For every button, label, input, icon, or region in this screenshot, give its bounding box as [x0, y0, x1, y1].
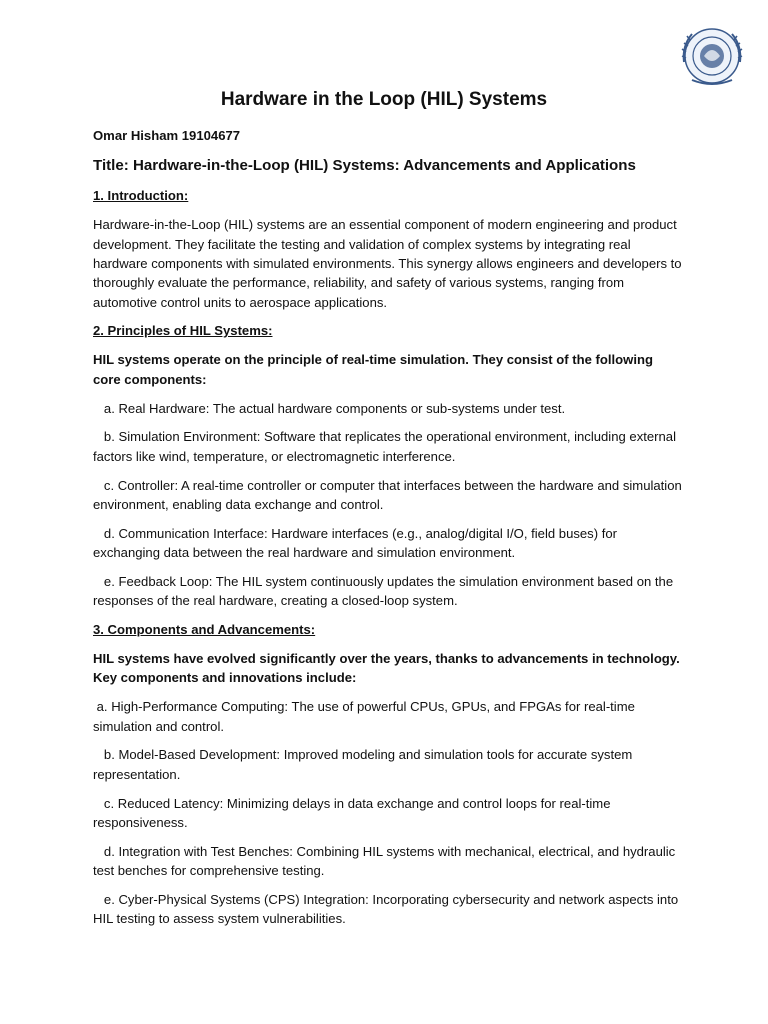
principles-item-b: b. Simulation Environment: Software that replicates the operational environment, including external factors like wind, temperature, or electromagnetic interference. [93, 429, 680, 464]
components-item-b: b. Model-Based Development: Improved modeling and simulation tools for accurate system representation. [93, 747, 636, 782]
section-heading-components: 3. Components and Advancements: [93, 622, 316, 638]
section-heading-principles: 2. Principles of HIL Systems: [93, 323, 273, 339]
principles-item-c: c. Controller: A real-time controller or computer that interfaces between the hardware and simulation environment, enabling data exchange and control. [93, 477, 686, 512]
components-item-e: e. Cyber-Physical Systems (CPS) Integration: Incorporating cybersecurity and network aspects into HIL testing to assess system vulnerabilities. [93, 892, 682, 927]
university-emblem-icon [678, 22, 746, 90]
introduction-paragraph: Hardware-in-the-Loop (HIL) systems are an essential component of modern engineering and product development. They facilitate the testing and validation of complex systems by integrating real hardware components with simulated environments. This synergy allows engineers and developers to thoroughly evaluate the performance, reliability, and safety of various systems, ranging from automotive control units to aerospace applications. [93, 217, 682, 310]
principles-item-d: d. Communication Interface: Hardware interfaces (e.g., analog/digital I/O, field buses) for exchanging data between the real hardware and simulation environment. [93, 525, 621, 561]
document-body [93, 126, 686, 938]
principles-intro: HIL systems operate on the principle of real-time simulation. They consist of the following core components: [93, 352, 653, 387]
principles-item-e: e. Feedback Loop: The HIL system continuously updates the simulation environment based on the responses of the real hardware, creating a closed-loop system. [93, 573, 677, 609]
components-item-c: c. Reduced Latency: Minimizing delays in data exchange and control loops for real-time responsiveness. [93, 795, 615, 830]
document-title: Hardware in the Loop (HIL) Systems [220, 89, 548, 110]
components-item-d: d. Integration with Test Benches: Combining HIL systems with mechanical, electrical, and hydraulic test benches for comprehensive testing. [93, 843, 679, 879]
paper-title: Title: Hardware-in-the-Loop (HIL) Systems: Advancements and Applications [93, 156, 636, 174]
section-heading-introduction: 1. Introduction: [93, 188, 189, 204]
author-line: Omar Hisham 19104677 [93, 128, 241, 143]
components-item-a: a. High-Performance Computing: The use of powerful CPUs, GPUs, and FPGAs for real-time simulation and control. [93, 699, 639, 734]
components-intro: HIL systems have evolved significantly over the years, thanks to advancements in technology. Key components and innovations include: [93, 651, 680, 686]
principles-item-a: a. Real Hardware: The actual hardware components or sub-systems under test. [93, 400, 566, 416]
